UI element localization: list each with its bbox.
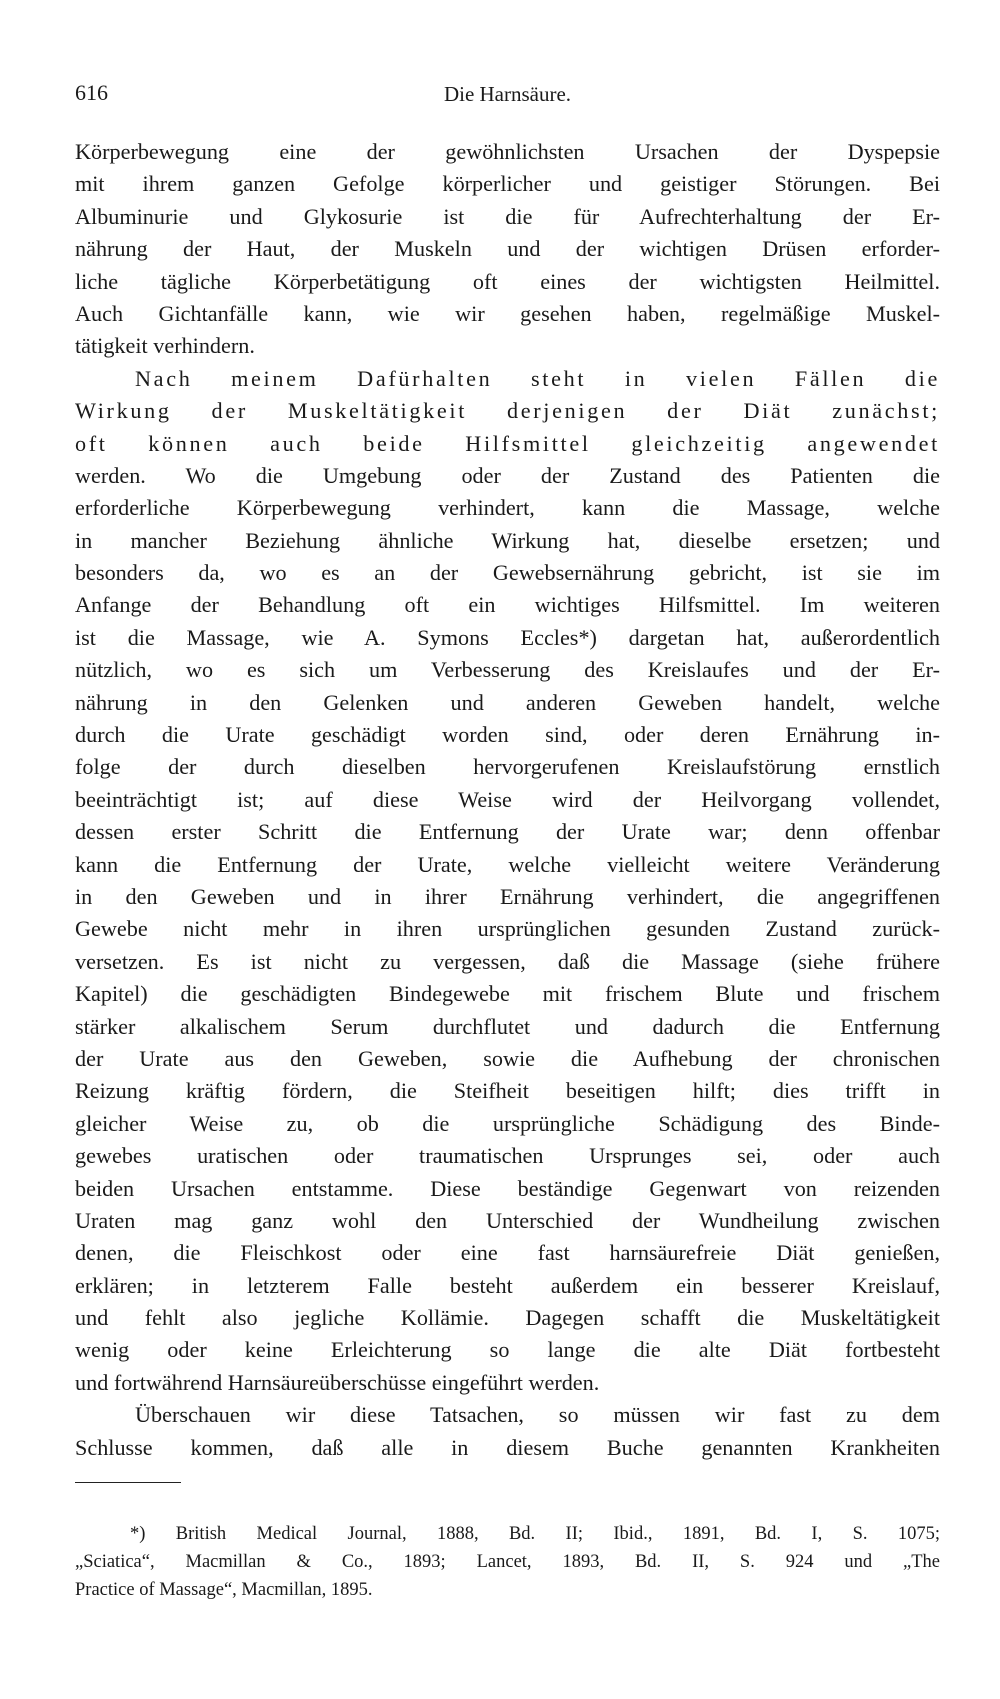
body-text	[75, 136, 940, 1464]
footnote-line: Practice of Massage“, Macmillan, 1895.	[75, 1580, 373, 1600]
page-number: 616	[75, 80, 108, 105]
text-line: gleicher Weise zu, ob die ursprüngliche Schädigung des Binde-	[75, 1110, 940, 1136]
text-line: erklären; in letzterem Falle besteht außerdem ein besserer Kreislauf,	[75, 1272, 940, 1298]
text-line: denen, die Fleischkost oder eine fast harnsäurefreie Diät genießen,	[75, 1240, 940, 1266]
text-line: mit ihrem ganzen Gefolge körperlicher und geistiger Störungen. Bei	[75, 171, 940, 197]
text-line: oft können auch beide Hilfsmittel gleichzeitig angewendet	[75, 430, 940, 456]
text-line: Reizung kräftig fördern, die Steifheit beseitigen hilft; dies trifft in	[75, 1078, 940, 1104]
text-line: nährung der Haut, der Muskeln und der wichtigen Drüsen erforder-	[75, 236, 940, 262]
text-line: kann die Entfernung der Urate, welche vielleicht weitere Veränderung	[75, 851, 940, 877]
text-line: besonders da, wo es an der Gewebsernährung gebricht, ist sie im	[75, 560, 940, 586]
text-line: der Urate aus den Geweben, sowie die Aufhebung der chronischen	[75, 1045, 940, 1071]
text-line: Uraten mag ganz wohl den Unterschied der Wundheilung zwischen	[75, 1207, 940, 1233]
footnote	[75, 1520, 940, 1604]
text-line: stärker alkalischem Serum durchflutet und dadurch die Entfernung	[75, 1013, 940, 1039]
text-line: dessen erster Schritt die Entfernung der Urate war; denn offenbar	[75, 819, 940, 845]
footnote-divider	[75, 1482, 181, 1483]
text-line: versetzen. Es ist nicht zu vergessen, daß die Massage (siehe frühere	[75, 948, 940, 974]
paragraph	[75, 136, 940, 363]
text-line: in den Geweben und in ihrer Ernährung verhindert, die angegriffenen	[75, 883, 940, 909]
text-line: und fortwährend Harnsäureüberschüsse eingeführt werden.	[75, 1369, 600, 1395]
text-line: gewebes uratischen oder traumatischen Ursprunges sei, oder auch	[75, 1143, 940, 1169]
text-line: erforderliche Körperbewegung verhindert, kann die Massage, welche	[75, 495, 940, 521]
text-line: beiden Ursachen entstamme. Diese beständige Gegenwart von reizenden	[75, 1175, 940, 1201]
text-line: Überschauen wir diese Tatsachen, so müssen wir fast zu dem	[135, 1402, 940, 1428]
text-line: in mancher Beziehung ähnliche Wirkung hat, dieselbe ersetzen; und	[75, 527, 940, 553]
text-line: wenig oder keine Erleichterung so lange die alte Diät fortbesteht	[75, 1337, 940, 1363]
text-line: beeinträchtigt ist; auf diese Weise wird der Heilvorgang vollendet,	[75, 786, 940, 812]
text-line: Albuminurie und Glykosurie ist die für Aufrechterhaltung der Er-	[75, 203, 940, 229]
text-line: ist die Massage, wie A. Symons Eccles*) dargetan hat, außerordentlich	[75, 624, 940, 650]
text-line: tätigkeit verhindern.	[75, 333, 255, 359]
running-title: Die Harnsäure.	[443, 82, 572, 106]
text-line: Körperbewegung eine der gewöhnlichsten Ursachen der Dyspepsie	[75, 139, 940, 164]
text-line: nützlich, wo es sich um Verbesserung des Kreislaufes und der Er-	[75, 657, 940, 683]
footnote-line: „Sciatica“, Macmillan & Co., 1893; Lancet, 1893, Bd. II, S. 924 und „The	[75, 1552, 940, 1572]
text-line: Gewebe nicht mehr in ihren ursprünglichen gesunden Zustand zurück-	[75, 916, 940, 942]
text-line: durch die Urate geschädigt worden sind, oder deren Ernährung in-	[75, 722, 940, 748]
text-line: Anfange der Behandlung oft ein wichtiges Hilfsmittel. Im weiteren	[75, 592, 940, 618]
text-line: werden. Wo die Umgebung oder der Zustand des Patienten die	[75, 462, 940, 488]
text-line: folge der durch dieselben hervorgerufenen Kreislaufstörung ernstlich	[75, 754, 940, 780]
text-line: liche tägliche Körperbetätigung oft eines der wichtigsten Heilmittel.	[75, 268, 940, 294]
paragraph	[75, 1399, 940, 1464]
text-line: Nach meinem Dafürhalten steht in vielen Fällen die	[135, 365, 940, 391]
footnote-line: *) British Medical Journal, 1888, Bd. II; Ibid., 1891, Bd. I, S. 1075;	[130, 1524, 940, 1544]
text-line: Kapitel) die geschädigten Bindegewebe mit frischem Blute und frischem	[75, 981, 940, 1007]
text-line: nährung in den Gelenken und anderen Geweben handelt, welche	[75, 689, 940, 715]
text-line: und fehlt also jegliche Kollämie. Dagegen schafft die Muskeltätigkeit	[75, 1305, 940, 1331]
text-line: Auch Gichtanfälle kann, wie wir gesehen haben, regelmäßige Muskel-	[75, 300, 940, 326]
text-line: Wirkung der Muskeltätigkeit derjenigen der Diät zunächst;	[75, 398, 940, 424]
page-header	[75, 80, 940, 110]
paragraph	[75, 363, 940, 1400]
text-line: Schlusse kommen, daß alle in diesem Buche genannten Krankheiten	[75, 1434, 940, 1460]
